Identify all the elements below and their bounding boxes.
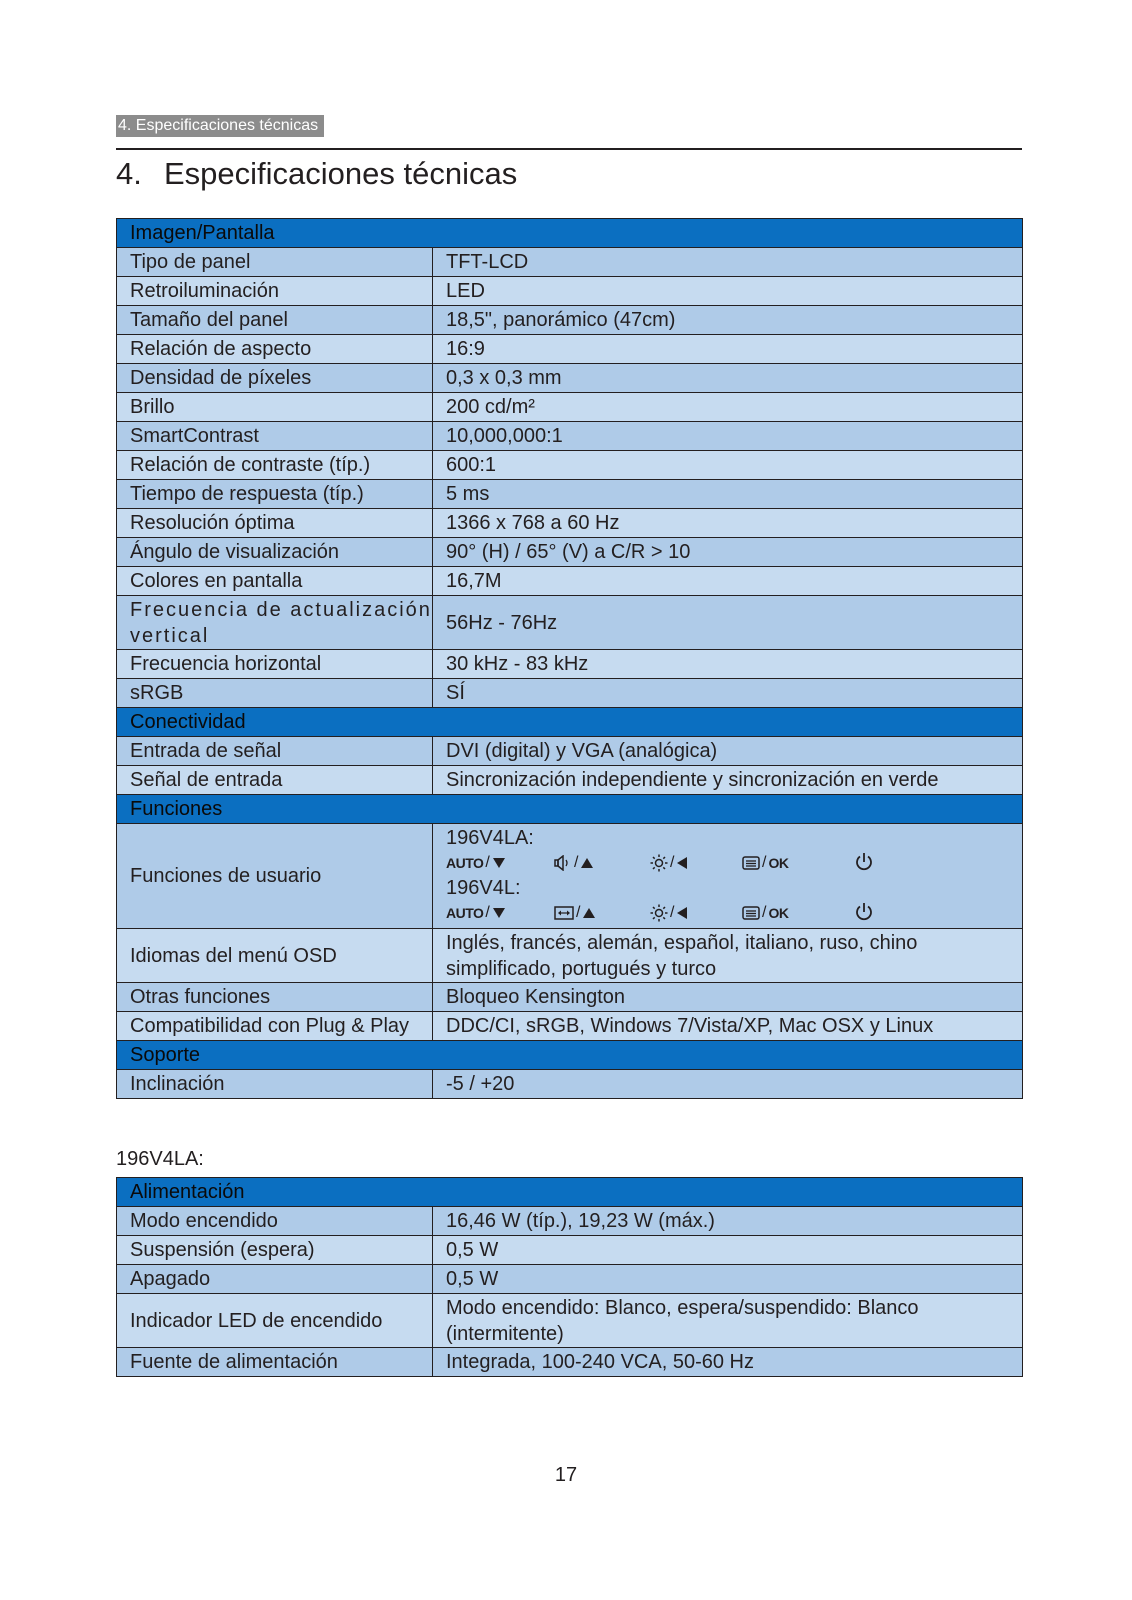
table-row xyxy=(117,983,1023,1012)
row-label: Retroiluminación xyxy=(117,277,433,306)
row-value: 16,46 W (típ.), 19,23 W (máx.) xyxy=(433,1207,1023,1236)
row-label: Resolución óptima xyxy=(117,509,433,538)
row-value: 16,7M xyxy=(433,567,1023,596)
table-row xyxy=(117,393,1023,422)
table-row xyxy=(117,509,1023,538)
model-name: 196V4LA: xyxy=(446,827,534,849)
section-row-alimentacion xyxy=(117,1178,1023,1207)
row-label: SmartContrast xyxy=(117,422,433,451)
table-row xyxy=(117,567,1023,596)
title-text: Especificaciones técnicas xyxy=(164,156,518,191)
row-value: TFT-LCD xyxy=(433,248,1023,277)
table-row xyxy=(117,679,1023,708)
section-row-soporte xyxy=(117,1041,1023,1070)
row-value: DDC/CI, sRGB, Windows 7/Vista/XP, Mac OSX y Linux xyxy=(433,1012,1023,1041)
section-title: Alimentación xyxy=(117,1178,1023,1207)
row-label: Frecuencia horizontal xyxy=(117,650,433,679)
power-table xyxy=(116,1177,1023,1377)
row-value: 30 kHz - 83 kHz xyxy=(433,650,1023,679)
table-row xyxy=(117,1265,1023,1294)
row-value: Inglés, francés, alemán, español, italiano, ruso, chino simplificado, portugués y turco xyxy=(433,929,1023,983)
table-row xyxy=(117,480,1023,509)
table-row xyxy=(117,1348,1023,1377)
model-label: 196V4LA: xyxy=(116,1148,204,1170)
section-row-conectividad xyxy=(117,708,1023,737)
row-value: SÍ xyxy=(433,679,1023,708)
row-label: Señal de entrada xyxy=(117,766,433,795)
row-label: Frecuencia de actualización vertical xyxy=(117,596,433,650)
section-row-funciones xyxy=(117,795,1023,824)
table-row xyxy=(117,1294,1023,1348)
row-value: 0,3 x 0,3 mm xyxy=(433,364,1023,393)
table-row xyxy=(117,1207,1023,1236)
section-row-imagen xyxy=(117,219,1023,248)
table-row xyxy=(117,737,1023,766)
row-label: Tipo de panel xyxy=(117,248,433,277)
table-row xyxy=(117,364,1023,393)
table-row xyxy=(117,451,1023,480)
row-label: Indicador LED de encendido xyxy=(117,1294,433,1348)
row-value: 600:1 xyxy=(433,451,1023,480)
row-label: Otras funciones xyxy=(117,983,433,1012)
aspect-up-icon: / xyxy=(554,902,596,924)
row-value: -5 / +20 xyxy=(433,1070,1023,1099)
control-icons-row xyxy=(446,900,1022,926)
page-number: 17 xyxy=(554,1464,578,1486)
row-label: Apagado xyxy=(117,1265,433,1294)
row-label: Suspensión (espera) xyxy=(117,1236,433,1265)
row-value: 200 cd/m² xyxy=(433,393,1023,422)
row-value: 56Hz - 76Hz xyxy=(433,596,1023,650)
breadcrumb: 4. Especificaciones técnicas xyxy=(116,115,324,137)
row-value: DVI (digital) y VGA (analógica) xyxy=(433,737,1023,766)
power-icon xyxy=(854,902,874,922)
table-row xyxy=(117,596,1023,650)
row-label: Relación de aspecto xyxy=(117,335,433,364)
menu-ok-icon: / OK xyxy=(742,902,788,924)
row-label: Modo encendido xyxy=(117,1207,433,1236)
table-row xyxy=(117,1012,1023,1041)
table-row xyxy=(117,824,1023,929)
auto-down-icon: AUTO / xyxy=(446,902,506,924)
row-value: 0,5 W xyxy=(433,1236,1023,1265)
section-title: Imagen/Pantalla xyxy=(117,219,1023,248)
row-label: Funciones de usuario xyxy=(117,824,433,929)
row-label: Compatibilidad con Plug & Play xyxy=(117,1012,433,1041)
model-name: 196V4L: xyxy=(446,877,521,899)
control-icons-row xyxy=(446,850,1022,876)
row-label: Idiomas del menú OSD xyxy=(117,929,433,983)
row-value: 5 ms xyxy=(433,480,1023,509)
menu-ok-icon: / OK xyxy=(742,852,788,874)
row-value: 18,5", panorámico (47cm) xyxy=(433,306,1023,335)
power-icon xyxy=(854,852,874,872)
row-value: 10,000,000:1 xyxy=(433,422,1023,451)
table-row xyxy=(117,538,1023,567)
table-row xyxy=(117,277,1023,306)
header-rule xyxy=(116,148,1022,150)
row-label: Colores en pantalla xyxy=(117,567,433,596)
table-row xyxy=(117,1236,1023,1265)
brightness-left-icon: / xyxy=(650,902,688,924)
volume-up-icon: / xyxy=(554,852,594,874)
row-label: Inclinación xyxy=(117,1070,433,1099)
section-title: Funciones xyxy=(117,795,1023,824)
row-label: Fuente de alimentación xyxy=(117,1348,433,1377)
table-row xyxy=(117,248,1023,277)
row-label: Tiempo de respuesta (típ.) xyxy=(117,480,433,509)
row-value: 1366 x 768 a 60 Hz xyxy=(433,509,1023,538)
row-value: Sincronización independiente y sincronización en verde xyxy=(433,766,1023,795)
row-label: Densidad de píxeles xyxy=(117,364,433,393)
table-row xyxy=(117,306,1023,335)
row-label: Entrada de señal xyxy=(117,737,433,766)
row-label: Ángulo de visualización xyxy=(117,538,433,567)
table-row xyxy=(117,650,1023,679)
row-value: Integrada, 100-240 VCA, 50-60 Hz xyxy=(433,1348,1023,1377)
row-value: LED xyxy=(433,277,1023,306)
row-value: 90° (H) / 65° (V) a C/R > 10 xyxy=(433,538,1023,567)
section-title: Conectividad xyxy=(117,708,1023,737)
auto-down-icon: AUTO / xyxy=(446,852,506,874)
spec-table xyxy=(116,218,1023,1099)
page-title xyxy=(116,152,517,196)
row-value: Bloqueo Kensington xyxy=(433,983,1023,1012)
row-value: Modo encendido: Blanco, espera/suspendido: Blanco (intermitente) xyxy=(433,1294,1023,1348)
table-row xyxy=(117,766,1023,795)
row-label: Relación de contraste (típ.) xyxy=(117,451,433,480)
row-label: Tamaño del panel xyxy=(117,306,433,335)
row-label: Brillo xyxy=(117,393,433,422)
table-row xyxy=(117,422,1023,451)
brightness-left-icon: / xyxy=(650,852,688,874)
table-row xyxy=(117,929,1023,983)
row-value xyxy=(433,824,1023,929)
table-row xyxy=(117,1070,1023,1099)
table-row xyxy=(117,335,1023,364)
row-label: sRGB xyxy=(117,679,433,708)
title-number: 4. xyxy=(116,156,142,191)
section-title: Soporte xyxy=(117,1041,1023,1070)
row-value: 16:9 xyxy=(433,335,1023,364)
row-value: 0,5 W xyxy=(433,1265,1023,1294)
